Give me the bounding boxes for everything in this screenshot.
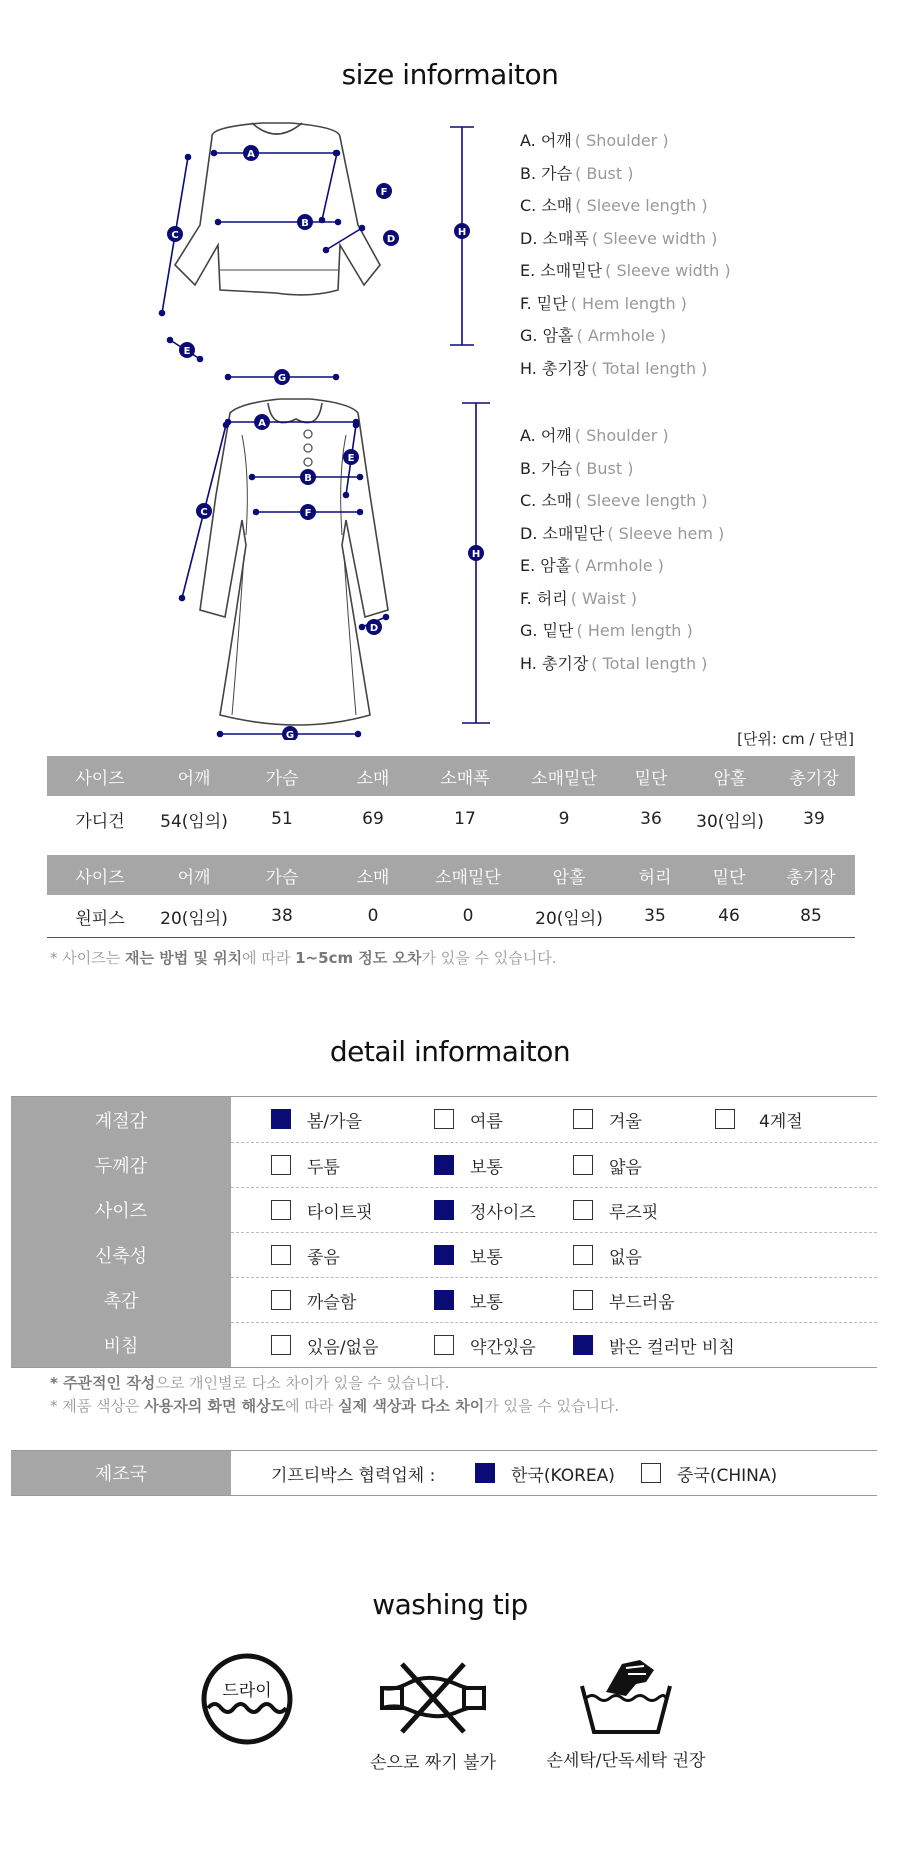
header-cell: 밑단 [712,867,746,888]
country-label: 제조국 [11,1451,231,1495]
header-cell: 가슴 [265,867,299,888]
option-china[interactable]: 중국(CHINA) [641,1451,777,1495]
checkbox[interactable] [715,1109,735,1129]
detail-row-texture [11,1277,877,1322]
svg-text:D: D [369,623,379,634]
svg-text:E: E [183,346,191,357]
option-rough[interactable]: 까슬함 [271,1278,356,1322]
svg-text:G: G [285,730,295,740]
detail-row-label: 비침 [11,1322,231,1367]
dress-legend [520,423,724,683]
option-thin[interactable]: 얇음 [573,1143,642,1187]
country-table [11,1450,877,1496]
legend-item: F. 허리 ( Waist ) [520,588,638,608]
svg-text:B: B [301,218,309,229]
header-cell: 어깨 [177,768,211,789]
checkbox[interactable] [573,1155,593,1175]
header-cell: 가슴 [265,768,299,789]
header-cell: 총기장 [789,768,839,789]
cardigan-diagram [150,115,480,395]
header-cell: 소매 [356,867,390,888]
option-light-colors-only[interactable]: 밝은 컬러만 비침 [573,1323,735,1367]
detail-row-label: 계절감 [11,1097,231,1142]
detail-row-label: 두께감 [11,1142,231,1187]
header-cell: 사이즈 [75,768,125,789]
legend-item: G. 암홀 ( Armhole ) [520,326,667,345]
legend-item: C. 소매 ( Sleeve length ) [520,491,708,510]
checkbox[interactable] [271,1155,291,1175]
legend-item: D. 소매폭 ( Sleeve width ) [520,228,718,248]
checkbox[interactable] [434,1335,454,1355]
dress-diagram [160,395,490,740]
checkbox[interactable] [573,1109,593,1129]
detail-table [11,1096,877,1368]
detail-row-label: 촉감 [11,1277,231,1322]
svg-text:C: C [171,230,179,241]
option-regular-fit[interactable]: 정사이즈 [434,1188,536,1232]
header-cell: 소매폭 [440,768,490,789]
table-cell: 20(임의) [160,908,228,929]
detail-row-label: 신축성 [11,1232,231,1277]
checkbox[interactable] [271,1200,291,1220]
option-loose-fit[interactable]: 루즈핏 [573,1188,658,1232]
table-header [47,855,855,895]
legend-item: C. 소매 ( Sleeve length ) [520,196,708,215]
checkbox[interactable] [641,1463,661,1483]
svg-text:E: E [347,453,355,464]
table-row [47,895,855,937]
detail-row-label: 사이즈 [11,1187,231,1232]
table-cell: 0 [367,906,379,926]
svg-text:H: H [471,549,481,560]
table-cell: 51 [271,809,293,829]
washing-section-title: washing tip [372,1588,528,1621]
checkbox[interactable] [573,1200,593,1220]
legend-item: H. 총기장 ( Total length ) [520,653,708,673]
checkbox[interactable] [271,1290,291,1310]
header-cell: 암홀 [552,867,586,888]
table-cell: 가디건 [75,811,125,832]
option-korea[interactable]: 한국(KOREA) [475,1451,615,1495]
option-spring-fall[interactable]: 봄/가을 [271,1097,362,1141]
legend-item: A. 어깨 ( Shoulder ) [520,131,669,150]
detail-row-sheerness [11,1322,877,1367]
option-slight[interactable]: 약간있음 [434,1323,536,1367]
table-cell: 35 [644,906,666,926]
detail-row-thickness [11,1142,877,1187]
size-section-title: size informaiton [341,58,559,91]
table-cell: 원피스 [75,908,125,929]
svg-text:B: B [304,473,312,484]
table-cell: 85 [800,906,822,926]
option-all-season[interactable]: 4계절 [715,1097,803,1141]
option-summer[interactable]: 여름 [434,1097,503,1141]
table-cell: 39 [803,809,825,829]
detail-row-season [11,1097,877,1142]
svg-text:F: F [304,508,312,519]
svg-text:A: A [247,149,255,160]
no-wring-icon [363,1650,503,1773]
option-normal[interactable]: 보통 [434,1143,503,1187]
table-cell: 0 [462,906,474,926]
svg-text:C: C [200,507,208,518]
table-cell: 54(임의) [160,811,228,832]
svg-text:G: G [277,373,287,384]
checkbox[interactable] [271,1245,291,1265]
legend-item: G. 밑단 ( Hem length ) [520,621,693,640]
legend-item: D. 소매밑단 ( Sleeve hem ) [520,523,725,543]
option-none[interactable]: 없음 [573,1233,642,1277]
header-cell: 소매밑단 [531,768,597,789]
detail-row-stretch [11,1232,877,1277]
checkbox[interactable] [573,1245,593,1265]
table-row [47,796,855,842]
header-cell: 암홀 [713,768,747,789]
table-cell: 20(임의) [535,908,603,929]
hand-wash-icon [536,1650,716,1771]
table-header [47,756,855,796]
checkbox-checked[interactable] [271,1109,291,1129]
detail-note-1: * 주관적인 작성으로 개인별로 다소 차이가 있을 수 있습니다. [50,1374,450,1392]
wash-caption: 손세탁/단독세탁 권장 [546,1751,706,1771]
table-cell: 46 [718,906,740,926]
header-cell: 사이즈 [75,867,125,888]
table-cell: 36 [640,809,662,829]
size-table-cardigan [47,756,855,842]
legend-item: E. 소매밑단 ( Sleeve width ) [520,261,731,280]
table-cell: 17 [454,809,476,829]
svg-text:H: H [457,227,467,238]
checkbox-checked[interactable] [434,1245,454,1265]
checkbox-checked[interactable] [434,1200,454,1220]
table-cell: 38 [271,906,293,926]
checkbox-checked[interactable] [475,1463,495,1483]
cardigan-legend [520,128,731,388]
option-good[interactable]: 좋음 [271,1233,340,1277]
size-table-dress [47,855,855,938]
header-cell: 총기장 [786,867,836,888]
checkbox[interactable] [434,1109,454,1129]
option-normal[interactable]: 보통 [434,1233,503,1277]
header-cell: 소매 [356,768,390,789]
checkbox-checked[interactable] [434,1290,454,1310]
header-cell: 어깨 [177,867,211,888]
option-winter[interactable]: 겨울 [573,1097,642,1141]
table-divider [47,937,855,938]
checkbox[interactable] [573,1290,593,1310]
option-soft[interactable]: 부드러움 [573,1278,675,1322]
dry-clean-icon [198,1650,296,1752]
legend-item: A. 어깨 ( Shoulder ) [520,426,669,445]
size-note: * 사이즈는 재는 방법 및 위치에 따라 1~5cm 정도 오차가 있을 수 있습니다. [50,949,557,967]
option-yes-no[interactable]: 있음/없음 [271,1323,378,1367]
header-cell: 허리 [638,867,672,888]
svg-text:F: F [380,187,388,198]
checkbox-checked[interactable] [573,1335,593,1355]
legend-item: B. 가슴 ( Bust ) [520,458,634,478]
legend-item: F. 밑단 ( Hem length ) [520,293,687,313]
svg-text:드라이: 드라이 [222,1681,272,1701]
legend-item: H. 총기장 ( Total length ) [520,358,708,378]
unit-label: [단위: cm / 단면] [737,730,854,748]
option-thick[interactable]: 두툼 [271,1143,340,1187]
detail-row-size [11,1187,877,1232]
legend-item: B. 가슴 ( Bust ) [520,163,634,183]
svg-text:A: A [258,418,266,429]
table-cell: 9 [558,809,570,829]
checkbox-checked[interactable] [434,1155,454,1175]
detail-note-2: * 제품 색상은 사용자의 화면 해상도에 따라 실제 색상과 다소 차이가 있을 수 있습니다. [50,1397,620,1415]
table-cell: 69 [362,809,384,829]
wash-caption: 손으로 짜기 불가 [370,1753,496,1773]
option-tight-fit[interactable]: 타이트핏 [271,1188,373,1232]
svg-text:D: D [386,234,396,245]
header-cell: 소매밑단 [435,867,501,888]
option-normal[interactable]: 보통 [434,1278,503,1322]
header-cell: 밑단 [634,768,668,789]
detail-section-title: detail informaiton [329,1035,571,1068]
partner-label: 기프티박스 협력업체 : [271,1465,436,1486]
checkbox[interactable] [271,1335,291,1355]
legend-item: E. 암홀 ( Armhole ) [520,556,664,575]
table-cell: 30(임의) [696,811,764,832]
